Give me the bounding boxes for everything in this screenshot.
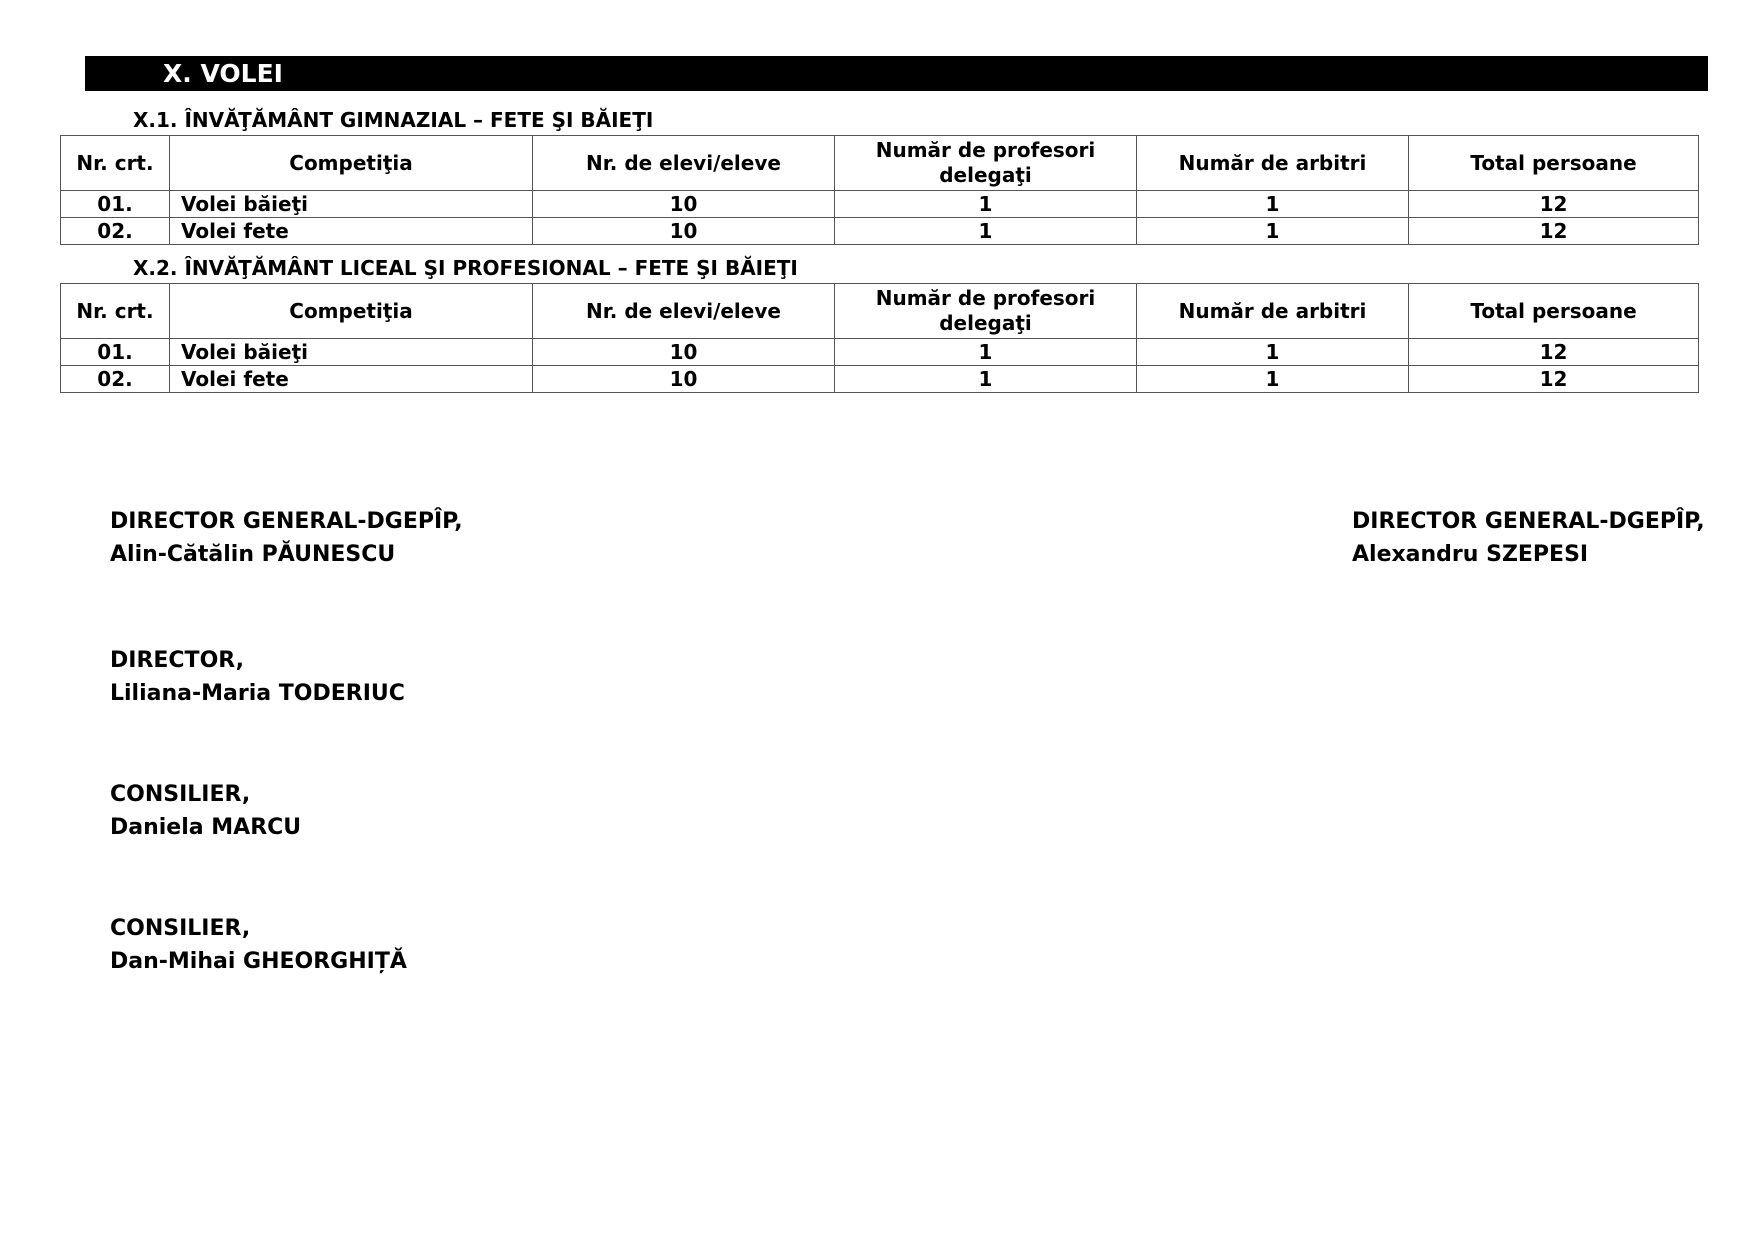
cell-arbitri: 1 xyxy=(1137,218,1409,245)
signature-name: Alin-Cătălin PĂUNESCU xyxy=(110,542,396,567)
cell-elevi: 10 xyxy=(533,218,835,245)
header-nr-arbitri: Număr de arbitri xyxy=(1137,284,1409,339)
cell-competitia: Volei băieţi xyxy=(170,191,533,218)
cell-competitia: Volei fete xyxy=(170,218,533,245)
cell-profesori: 1 xyxy=(835,366,1137,393)
cell-profesori: 1 xyxy=(835,218,1137,245)
cell-elevi: 10 xyxy=(533,191,835,218)
header-nr-elevi: Nr. de elevi/eleve xyxy=(533,284,835,339)
header-nr-crt: Nr. crt. xyxy=(61,136,170,191)
header-nr-arbitri: Număr de arbitri xyxy=(1137,136,1409,191)
table-row xyxy=(61,218,1699,245)
signature-role: CONSILIER, xyxy=(110,782,251,807)
cell-competitia: Volei fete xyxy=(170,366,533,393)
table-row xyxy=(61,339,1699,366)
cell-total: 12 xyxy=(1409,339,1699,366)
cell-profesori: 1 xyxy=(835,339,1137,366)
signature-role: CONSILIER, xyxy=(110,916,251,941)
table-2-title: X.2. ÎNVĂŢĂMÂNT LICEAL ŞI PROFESIONAL – FETE ŞI BĂIEŢI xyxy=(133,256,798,280)
signature-director xyxy=(110,644,405,710)
signature-right-director-general xyxy=(1352,505,1705,571)
table-liceal xyxy=(60,283,1699,393)
table-1-title: X.1. ÎNVĂŢĂMÂNT GIMNAZIAL – FETE ŞI BĂIEŢI xyxy=(133,108,654,132)
table-gimnazial xyxy=(60,135,1699,245)
cell-total: 12 xyxy=(1409,366,1699,393)
header-nr-profesori: Număr de profesori delegaţi xyxy=(835,136,1137,191)
signature-role: DIRECTOR, xyxy=(110,648,244,673)
signature-consilier-2 xyxy=(110,912,407,978)
cell-arbitri: 1 xyxy=(1137,339,1409,366)
signature-name: Alexandru SZEPESI xyxy=(1352,542,1589,567)
table-header-row xyxy=(61,136,1699,191)
signature-left-director-general xyxy=(110,505,463,571)
signature-consilier-1 xyxy=(110,778,301,844)
signature-role: DIRECTOR GENERAL-DGEPÎP, xyxy=(110,509,463,534)
table-row xyxy=(61,366,1699,393)
cell-nr: 01. xyxy=(61,339,170,366)
signature-name: Dan-Mihai GHEORGHIȚĂ xyxy=(110,949,407,974)
cell-arbitri: 1 xyxy=(1137,366,1409,393)
cell-elevi: 10 xyxy=(533,339,835,366)
signature-name: Daniela MARCU xyxy=(110,815,302,840)
cell-nr: 02. xyxy=(61,366,170,393)
header-total-persoane: Total persoane xyxy=(1409,284,1699,339)
cell-total: 12 xyxy=(1409,191,1699,218)
cell-total: 12 xyxy=(1409,218,1699,245)
table-row xyxy=(61,191,1699,218)
signature-role: DIRECTOR GENERAL-DGEPÎP, xyxy=(1352,509,1705,534)
header-nr-crt: Nr. crt. xyxy=(61,284,170,339)
section-title-bar xyxy=(85,56,1708,91)
cell-profesori: 1 xyxy=(835,191,1137,218)
signature-name: Liliana-Maria TODERIUC xyxy=(110,681,405,706)
cell-nr: 02. xyxy=(61,218,170,245)
header-total-persoane: Total persoane xyxy=(1409,136,1699,191)
header-nr-profesori: Număr de profesori delegaţi xyxy=(835,284,1137,339)
cell-competitia: Volei băieţi xyxy=(170,339,533,366)
header-competitia: Competiţia xyxy=(170,136,533,191)
header-competitia: Competiţia xyxy=(170,284,533,339)
table-header-row xyxy=(61,284,1699,339)
section-title: X. VOLEI xyxy=(163,59,283,88)
header-nr-elevi: Nr. de elevi/eleve xyxy=(533,136,835,191)
cell-arbitri: 1 xyxy=(1137,191,1409,218)
cell-elevi: 10 xyxy=(533,366,835,393)
cell-nr: 01. xyxy=(61,191,170,218)
